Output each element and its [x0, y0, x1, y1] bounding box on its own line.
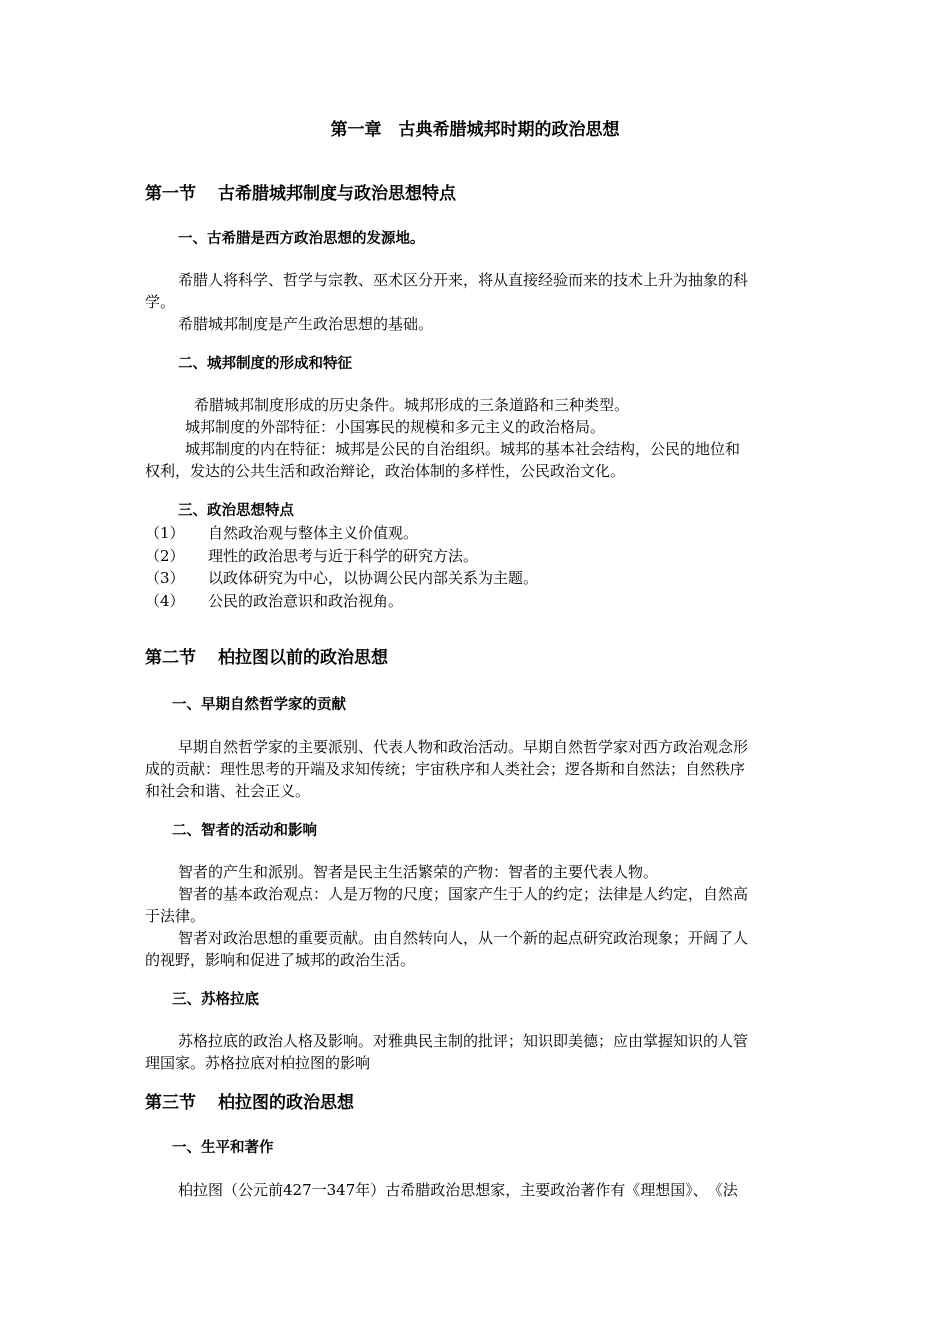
- section-1-label: 第一节: [145, 184, 196, 204]
- section-1-paragraph-4: 城邦制度的外部特征：小国寡民的规模和多元主义的政治格局。: [185, 418, 606, 436]
- section-3-title: 柏拉图的政治思想: [218, 1093, 354, 1113]
- list-item-text: 公民的政治意识和政治视角。: [208, 592, 404, 610]
- section-1-paragraph-5-line-2: 权利，发达的公共生活和政治辩论，政治体制的多样性，公民政治文化。: [145, 462, 626, 480]
- section-2-paragraph-3-line-2: 于法律。: [145, 907, 206, 925]
- section-2-paragraph-1-line-2: 成的贡献：理性思考的开端及求知传统；宇宙秩序和人类社会；逻各斯和自然法；自然秩序: [145, 760, 746, 778]
- section-2-paragraph-3-line-1: 智者的基本政治观点：人是万物的尺度；国家产生于人的约定；法律是人约定，自然高: [178, 885, 749, 903]
- list-item-text: 自然政治观与整体主义价值观。: [208, 524, 419, 542]
- section-2-paragraph-1-line-1: 早期自然哲学家的主要派别、代表人物和政治活动。早期自然哲学家对西方政治观念形: [178, 738, 749, 756]
- section-2-subheading-3: 三、苏格拉底: [172, 992, 259, 1008]
- section-1-subheading-3: 三、政治思想特点: [178, 503, 294, 519]
- section-1-paragraph-3: 希腊城邦制度形成的历史条件。城邦形成的三条道路和三种类型。: [194, 396, 630, 414]
- section-2-label: 第二节: [145, 648, 196, 668]
- list-item-number: （1）: [145, 524, 185, 542]
- section-1-paragraph-2: 希腊城邦制度是产生政治思想的基础。: [178, 315, 434, 333]
- section-3-heading: [145, 1093, 354, 1113]
- section-2-paragraph-4-line-1: 智者对政治思想的重要贡献。由自然转向人，从一个新的起点研究政治现象；开阔了人: [178, 929, 749, 947]
- section-2-title: 柏拉图以前的政治思想: [218, 648, 388, 668]
- section-1-paragraph-1-line-2: 学。: [145, 293, 176, 311]
- list-item-number: （2）: [145, 547, 185, 565]
- list-item: [145, 546, 478, 566]
- section-3-subheading-1: 一、生平和著作: [172, 1140, 274, 1156]
- list-item: [145, 568, 538, 588]
- list-item-number: （3）: [145, 569, 185, 587]
- section-2-paragraph-5-line-1: 苏格拉底的政治人格及影响。对雅典民主制的批评；知识即美德；应由掌握知识的人管: [178, 1032, 749, 1050]
- section-2-paragraph-5-line-2: 理国家。苏格拉底对柏拉图的影响: [145, 1054, 371, 1072]
- section-2-heading: [145, 648, 388, 668]
- section-2-paragraph-4-line-2: 的视野，影响和促进了城邦的政治生活。: [145, 951, 416, 969]
- section-1-subheading-2: 二、城邦制度的形成和特征: [178, 356, 352, 372]
- list-item: [145, 523, 418, 543]
- section-1-subheading-1: 一、古希腊是西方政治思想的发源地。: [178, 231, 425, 247]
- section-3-paragraph-1: 柏拉图（公元前427一347年）古希腊政治思想家，主要政治著作有《理想国》、 《法: [178, 1181, 738, 1199]
- section-1-heading: [145, 184, 456, 204]
- list-item-text: 理性的政治思考与近于科学的研究方法。: [208, 547, 479, 565]
- chapter-title: 第一章 古典希腊城邦时期的政治思想: [330, 120, 620, 140]
- list-item-number: （4）: [145, 592, 185, 610]
- list-item: [145, 591, 403, 611]
- section-3-label: 第三节: [145, 1093, 196, 1113]
- section-1-title: 古希腊城邦制度与政治思想特点: [218, 184, 456, 204]
- section-2-paragraph-2: 智者的产生和派别。智者是民主生活繁荣的产物：智者的主要代表人物。: [178, 863, 659, 881]
- section-1-paragraph-5-line-1: 城邦制度的内在特征：城邦是公民的自治组织。城邦的基本社会结构，公民的地位和: [185, 440, 741, 458]
- section-2-paragraph-1-line-3: 和社会和谐、社会正义。: [145, 782, 311, 800]
- section-2-subheading-1: 一、早期自然哲学家的贡献: [172, 697, 346, 713]
- list-item-text: 以政体研究为中心，以协调公民内部关系为主题。: [208, 569, 539, 587]
- section-2-subheading-2: 二、智者的活动和影响: [172, 823, 317, 839]
- section-1-paragraph-1-line-1: 希腊人将科学、哲学与宗教、巫术区分开来，将从直接经验而来的技术上升为抽象的科: [178, 271, 749, 289]
